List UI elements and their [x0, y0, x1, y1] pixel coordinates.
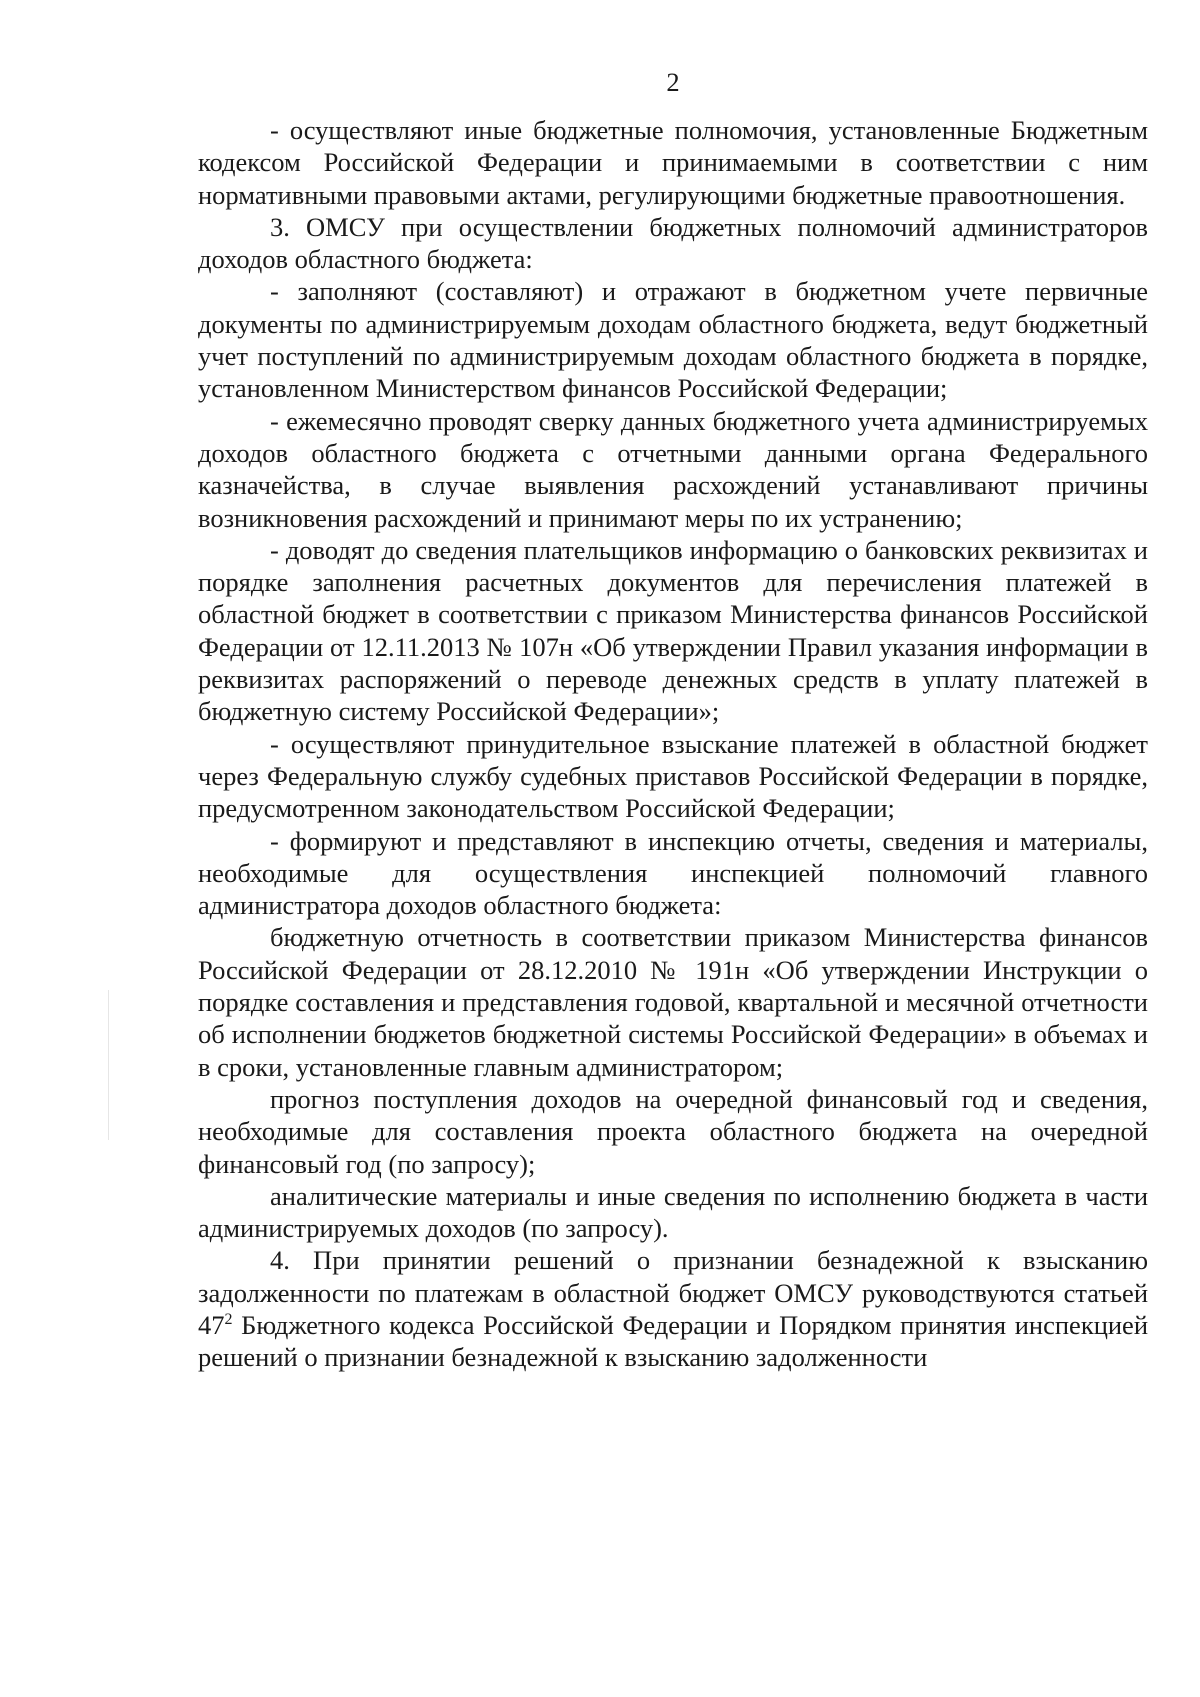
paragraph-analytical-materials: аналитические материалы и иные сведения по исполнению бюджета в части администрируемых доходов (по запросу).: [198, 1180, 1148, 1244]
paragraph-reports-submission: - формируют и представляют в инспекцию отчеты, сведения и материалы, необходимые для осуществления инспекцией полномочий главного администратора доходов областного бюджета:: [198, 825, 1148, 921]
paragraph-fill-documents: - заполняют (составляют) и отражают в бюджетном учете первичные документы по администрируемым доходам областного бюджета, ведут бюджетный учет поступлений по администрируемым доходам областного бюджета в порядке, установленном Министерством финансов Российской Федерации;: [198, 276, 1148, 404]
section-4-text-start: 4. При принятии решений о признании безнадежной к взысканию задолженности по платежам в областной бюджет ОМСУ руководствуются статьей 47: [198, 1245, 1148, 1340]
scan-margin-mark: [108, 990, 109, 1140]
document-body: [198, 114, 1148, 1374]
section-4-text-end: Бюджетного кодекса Российской Федерации и Порядком принятия инспекцией решений о признании безнадежной к взысканию задолженности: [198, 1309, 1148, 1373]
paragraph-revenue-forecast: прогноз поступления доходов на очередной финансовый год и сведения, необходимые для составления проекта областного бюджета на очередной финансовый год (по запросу);: [198, 1083, 1148, 1179]
article-superscript: 2: [224, 1310, 233, 1328]
paragraph-budget-reporting: бюджетную отчетность в соответствии приказом Министерства финансов Российской Федерации от 28.12.2010 № 191н «Об утверждении Инструкции о порядке составления и представления годовой, квартальной и месячной отчетности об исполнении бюджетов бюджетной системы Российской Федерации» в объемах и в сроки, установленные главным администратором;: [198, 922, 1148, 1082]
paragraph-bank-details-info: - доводят до сведения плательщиков информацию о банковских реквизитах и порядке заполнения расчетных документов для перечисления платежей в областной бюджет в соответствии с приказом Министерства финансов Российской Федерации от 12.11.2013 № 107н «Об утверждении Правил указания информации в реквизитах распоряжений о переводе денежных средств в уплату платежей в бюджетную систему Российской Федерации»;: [198, 534, 1148, 727]
page-number: 2: [666, 67, 680, 97]
paragraph-other-budget-powers: - осуществляют иные бюджетные полномочия, установленные Бюджетным кодексом Российской Федерации и принимаемыми в соответствии с ним нормативными правовыми актами, регулирующими бюджетные правоотношения.: [198, 115, 1148, 210]
paragraph-section-4: [198, 1244, 1148, 1373]
paragraph-enforced-collection: - осуществляют принудительное взыскание платежей в областной бюджет через Федеральную службу судебных приставов Российской Федерации в порядке, предусмотренном законодательством Российской Федерации;: [198, 728, 1148, 824]
paragraph-monthly-reconciliation: - ежемесячно проводят сверку данных бюджетного учета администрируемых доходов областного бюджета с отчетными данными органа Федерального казначейства, в случае выявления расхождений устанавливают причины возникновения расхождений и принимают меры по их устранению;: [198, 405, 1148, 533]
paragraph-section-3-heading: 3. ОМСУ при осуществлении бюджетных полномочий администраторов доходов областного бюджета:: [198, 211, 1148, 275]
